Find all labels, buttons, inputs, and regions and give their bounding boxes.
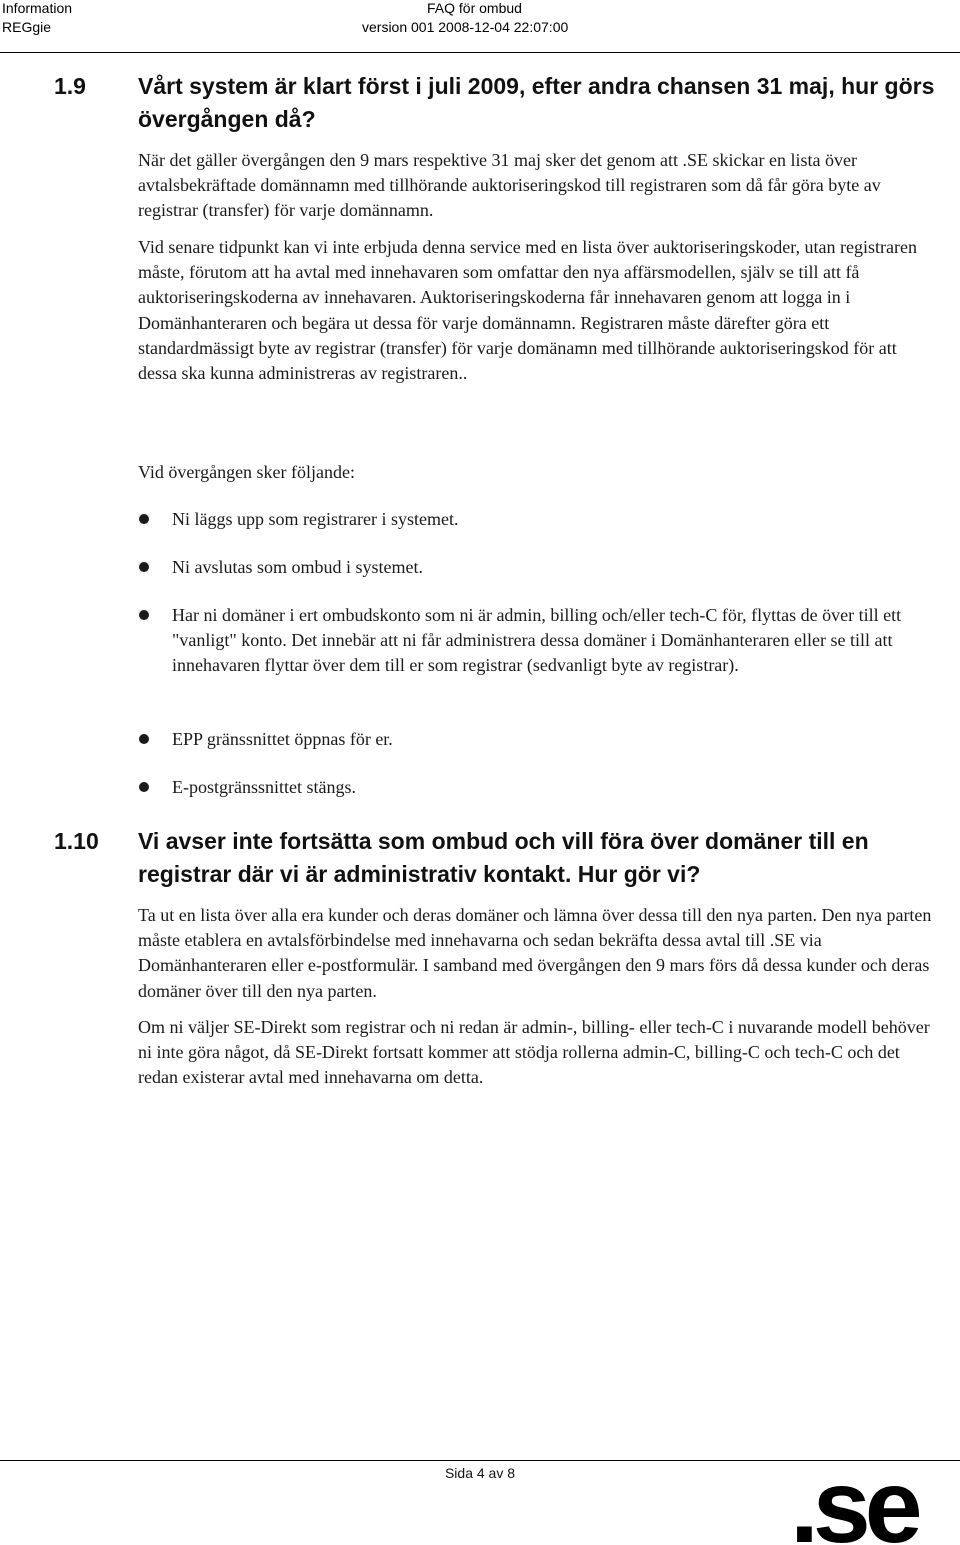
se-logo <box>790 1458 960 1545</box>
section-number-1-9: 1.9 <box>54 73 86 99</box>
list-item: Har ni domäner i ert ombudskonto som ni är admin, billing och/eller tech-C för, flyttas de över till ett "vanligt" konto. Det innebär att ni får administrera dessa domäner i Domänhanteraren eller se till att innehavaren flyttar över dem till er som registrar (sedvanligt byte av registrar). <box>172 605 902 676</box>
list-item: Ni avslutas som ombud i systemet. <box>172 557 423 577</box>
se-logo-text: .se <box>790 1458 917 1545</box>
bullet-dot <box>139 514 149 524</box>
header-divider <box>0 52 960 53</box>
section-title-1-9: Vårt system är klart först i juli 2009, efter andra chansen 31 maj, hur görs övergången då? <box>138 73 935 132</box>
section-1-10-paragraph-2: Om ni väljer SE-Direkt som registrar och ni redan är admin-, billing- eller tech-C i nuvarande modell behöver ni inte göra något, då SE-Direkt fortsatt kommer att stödja rollerna admin-C, billing-C och tech-C och det redan existerar avtal med innehavarna om detta. <box>138 1017 930 1088</box>
list-item: EPP gränssnittet öppnas för er. <box>172 729 393 749</box>
bullet-dot <box>139 562 149 572</box>
header-left-line1: Information <box>2 0 73 16</box>
header-center-line1: FAQ för ombud <box>427 0 522 16</box>
section-number-1-10: 1.10 <box>54 828 99 854</box>
header-center-line2: version 001 2008-12-04 22:07:00 <box>362 19 569 35</box>
section-title-1-10: Vi avser inte fortsätta som ombud och vill föra över domäner till en registrar där vi är administrativ kontakt. Hur gör vi? <box>138 828 869 887</box>
bullet-dot <box>139 610 149 620</box>
section-1-10-paragraph-1: Ta ut en lista över alla era kunder och deras domäner och lämna över dessa till den nya parten. Den nya parten måste etablera en avtalsförbindelse med innehavarna och sedan bekräfta dessa avtal till .SE via Domänhanteraren eller e-postformulär. I samband med övergången den 9 mars förs då dessa kunder och deras domäner över till den nya parten. <box>138 905 932 1001</box>
section-1-9-list-intro: Vid övergången sker följande: <box>138 462 356 482</box>
section-1-9-paragraph-1: När det gäller övergången den 9 mars respektive 31 maj sker det genom att .SE skickar en lista över avtalsbekräftade domännamn med tillhörande auktoriseringskod till registraren som då får göra byte av registrar (transfer) för varje domännamn. <box>138 150 881 221</box>
list-item: E-postgränssnittet stängs. <box>172 777 356 797</box>
bullet-dot <box>139 782 149 792</box>
header-left-line2: REGgie <box>2 19 52 35</box>
section-1-9-paragraph-2: Vid senare tidpunkt kan vi inte erbjuda denna service med en lista över auktoriseringskoder, utan registraren måste, förutom att ha avtal med innehavaren som omfattar den nya affärsmodellen, själv se till att få auktoriseringskoderna av innehavaren. Auktoriseringskoderna får innehavaren genom att logga in i Domänhanteraren och begära ut dessa för varje domännamn. Registraren måste därefter göra ett standardmässigt byte av registrar (transfer) för varje domänamn med tillhörande auktoriseringskod för att dessa ska kunna administreras av registraren.. <box>138 237 917 384</box>
list-item: Ni läggs upp som registrarer i systemet. <box>172 509 459 529</box>
page-number: Sida 4 av 8 <box>444 1465 516 1481</box>
bullet-dot <box>139 734 149 744</box>
